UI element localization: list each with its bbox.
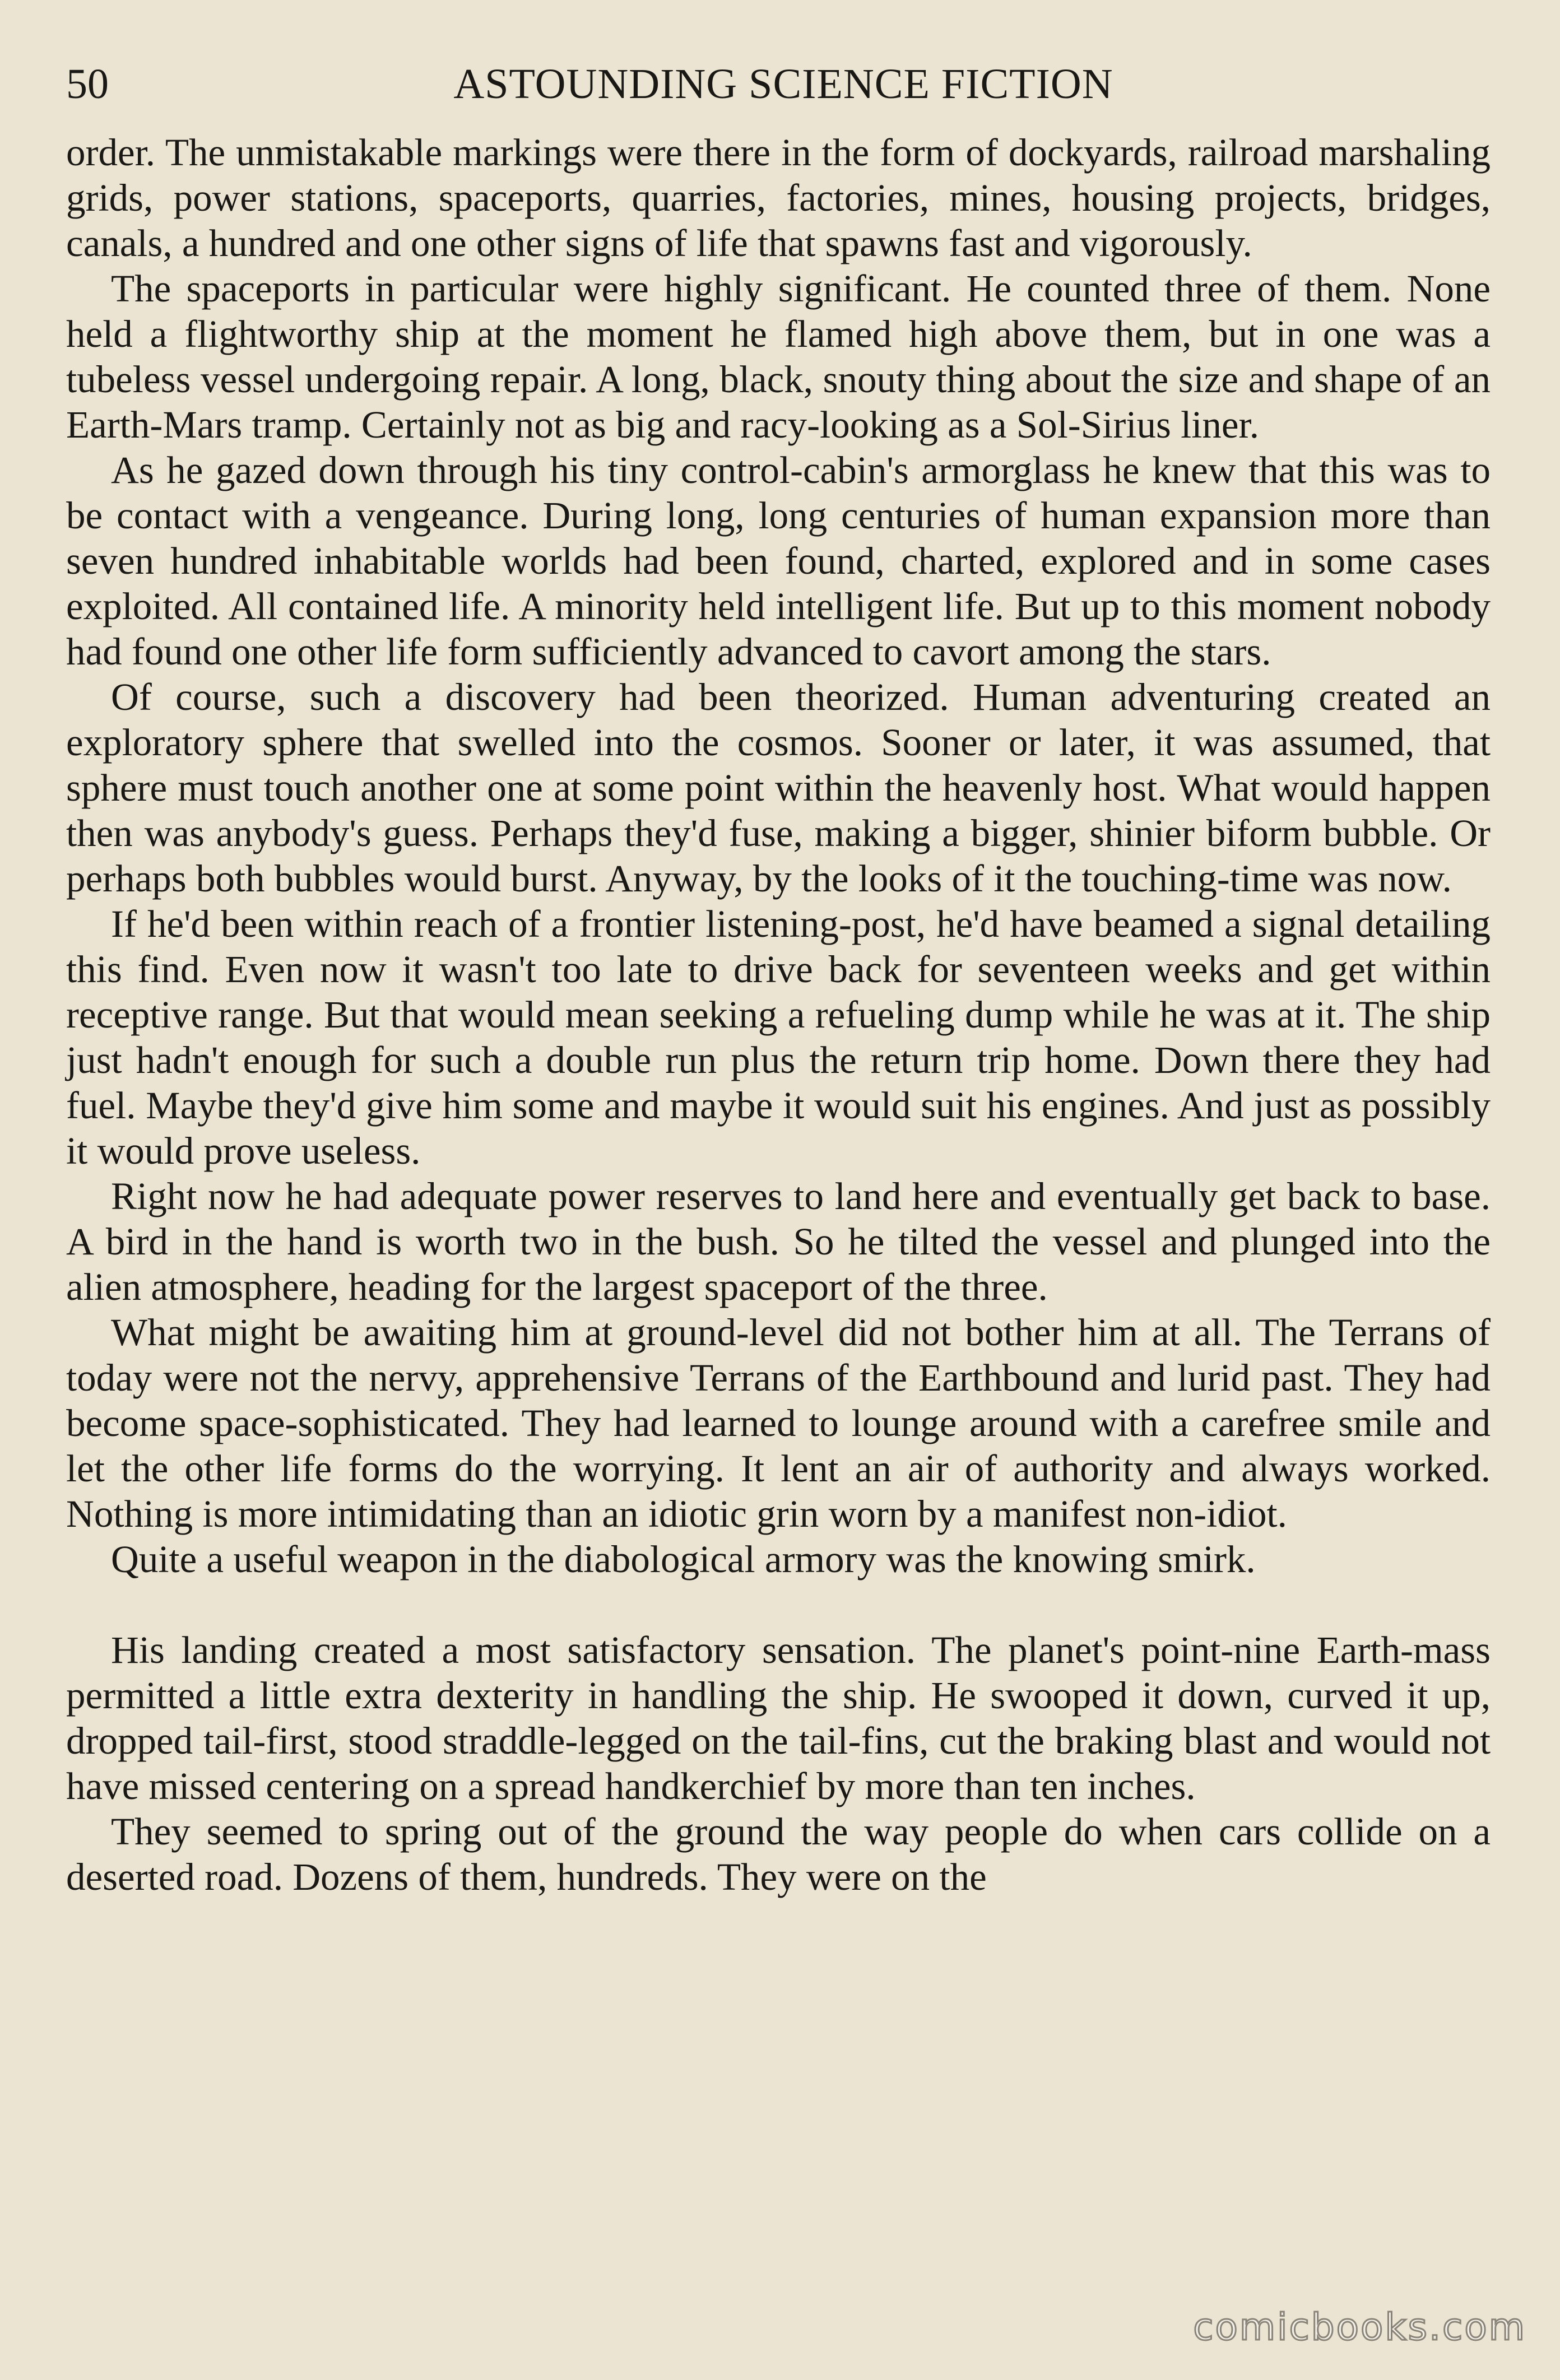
paragraph: They seemed to spring out of the ground the way people do when cars collide on a deserted road. Dozens of them, hundreds. They were on the [66, 1810, 1491, 1898]
section-break [66, 1582, 1491, 1628]
paragraph: His landing created a most satisfactory sensation. The planet's point-nine Earth-mass permitted a little extra dexterity in handling the ship. He swooped it down, curved it up, dropped tail-first, stood straddle-legged on the tail-fins, cut the braking blast and would not have missed centering on a spread handkerchief by more than ten inches. [66, 1629, 1491, 1807]
paragraph: order. The unmistakable markings were there in the form of dockyards, railroad marshaling grids, power stations, spaceports, quarries, factories, mines, housing projects, bridges, canals, a hundred and one other signs of life that spawns fast and vigorously. [66, 131, 1491, 264]
paragraph: Of course, such a discovery had been theorized. Human adventuring created an exploratory sphere that swelled into the cosmos. Sooner or later, it was assumed, that sphere must touch another one at some point within the heavenly host. What would happen then was anybody's guess. Perhaps they'd fuse, making a bigger, shinier biform bubble. Or perhaps both bubbles would burst. Anyway, by the looks of it the touching-time was now. [66, 676, 1491, 900]
body-text [66, 130, 1491, 1900]
page-number: 50 [66, 61, 109, 108]
running-head: ASTOUNDING SCIENCE FICTION [453, 61, 1113, 108]
paragraph: As he gazed down through his tiny control-cabin's armorglass he knew that this was to be contact with a vengeance. During long, long centuries of human expansion more than seven hundred inhabitable worlds had been found, charted, explored and in some cases exploited. All contained life. A minority held intelligent life. But up to this moment nobody had found one other life form sufficiently advanced to cavort among the stars. [66, 449, 1491, 673]
paragraph: If he'd been within reach of a frontier listening-post, he'd have beamed a signal detailing this find. Even now it wasn't too late to drive back for seventeen weeks and get within receptive range. But that would mean seeking a refueling dump while he was at it. The ship just hadn't enough for such a double run plus the return trip home. Down there they had fuel. Maybe they'd give him some and maybe it would suit his engines. And just as possibly it would prove useless. [66, 903, 1491, 1172]
paragraph: Right now he had adequate power reserves to land here and eventually get back to base. A bird in the hand is worth two in the bush. So he tilted the vessel and plunged into the alien atmosphere, heading for the largest spaceport of the three. [66, 1175, 1491, 1308]
paragraph: Quite a useful weapon in the diabological armory was the knowing smirk. [111, 1538, 1256, 1581]
page-header [66, 56, 1501, 112]
watermark: comicbooks.com [1193, 2305, 1526, 2349]
paragraph: The spaceports in particular were highly significant. He counted three of them. None held a flightworthy ship at the moment he flamed high above them, but in one was a tubeless vessel undergoing repair. A long, black, snouty thing about the size and shape of an Earth-Mars tramp. Certainly not as big and racy-looking as a Sol-Sirius liner. [66, 267, 1491, 446]
paragraph: What might be awaiting him at ground-level did not bother him at all. The Terrans of today were not the nervy, apprehensive Terrans of the Earthbound and lurid past. They had become space-sophisticated. They had learned to lounge around with a carefree smile and let the other life forms do the worrying. It lent an air of authority and always worked. Nothing is more intimidating than an idiotic grin worn by a manifest non-idiot. [66, 1311, 1491, 1535]
